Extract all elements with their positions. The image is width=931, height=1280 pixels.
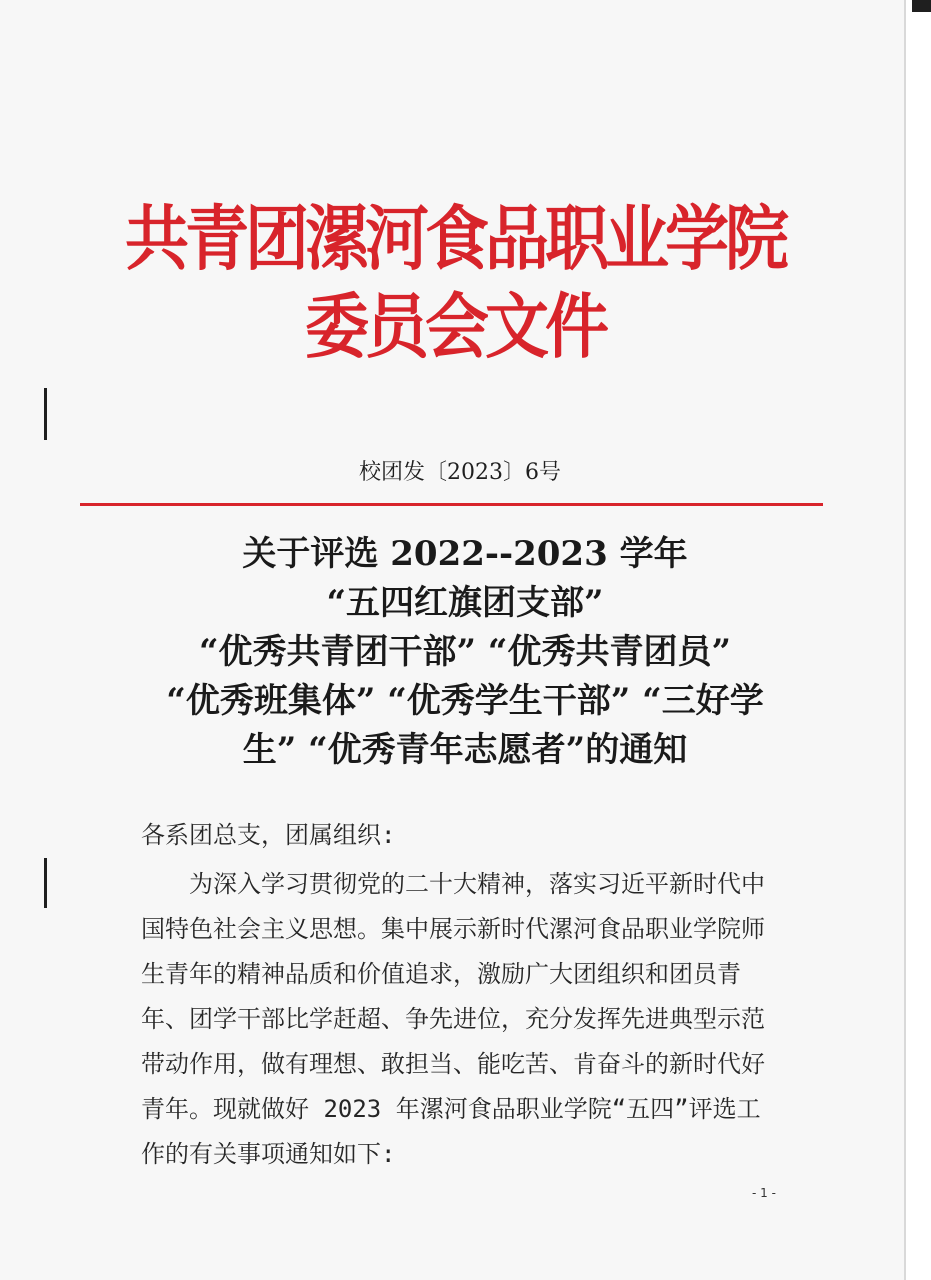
page-number: - 1 - bbox=[752, 1186, 776, 1200]
notice-title-line: “优秀共青团干部” “优秀共青团员” bbox=[198, 632, 732, 672]
notice-title-line: “优秀班集体” “优秀学生干部” “三好学 bbox=[166, 681, 764, 721]
body-line: 作的有关事项通知如下: bbox=[141, 1140, 396, 1168]
body-line: 为深入学习贯彻党的二十大精神，落实习近平新时代中 bbox=[141, 870, 765, 898]
body-line: 国特色社会主义思想。集中展示新时代漯河食品职业学院师 bbox=[141, 915, 765, 943]
notice-title-line: 关于评选 2022--2023 学年 bbox=[242, 534, 688, 574]
body-line: 生青年的精神品质和价值追求，激励广大团组织和团员青 bbox=[141, 960, 741, 988]
body-line: 年、团学干部比学赶超、争先进位，充分发挥先进典型示范 bbox=[141, 1005, 765, 1033]
notice-title-line: “五四红旗团支部” bbox=[326, 583, 604, 623]
notice-title bbox=[120, 530, 810, 775]
salutation: 各系团总支，团属组织: bbox=[141, 821, 396, 849]
document-header-title: 共青团漯河食品职业学院委员会文件 bbox=[125, 198, 785, 369]
page-right-margin bbox=[906, 0, 931, 1280]
red-divider-line bbox=[80, 503, 823, 506]
body-line: 带动作用，做有理想、敢担当、能吃苦、肯奋斗的新时代好 bbox=[141, 1050, 765, 1078]
body-line: 青年。现就做好 2023 年漯河食品职业学院“五四”评选工 bbox=[141, 1095, 761, 1123]
scan-corner-mark bbox=[912, 0, 931, 12]
binding-mark-top bbox=[44, 388, 47, 440]
binding-mark-bottom bbox=[44, 858, 47, 908]
body-paragraph bbox=[141, 862, 821, 1177]
notice-title-line: 生” “优秀青年志愿者”的通知 bbox=[242, 730, 688, 770]
document-number: 校团发〔2023〕6号 bbox=[359, 460, 561, 485]
